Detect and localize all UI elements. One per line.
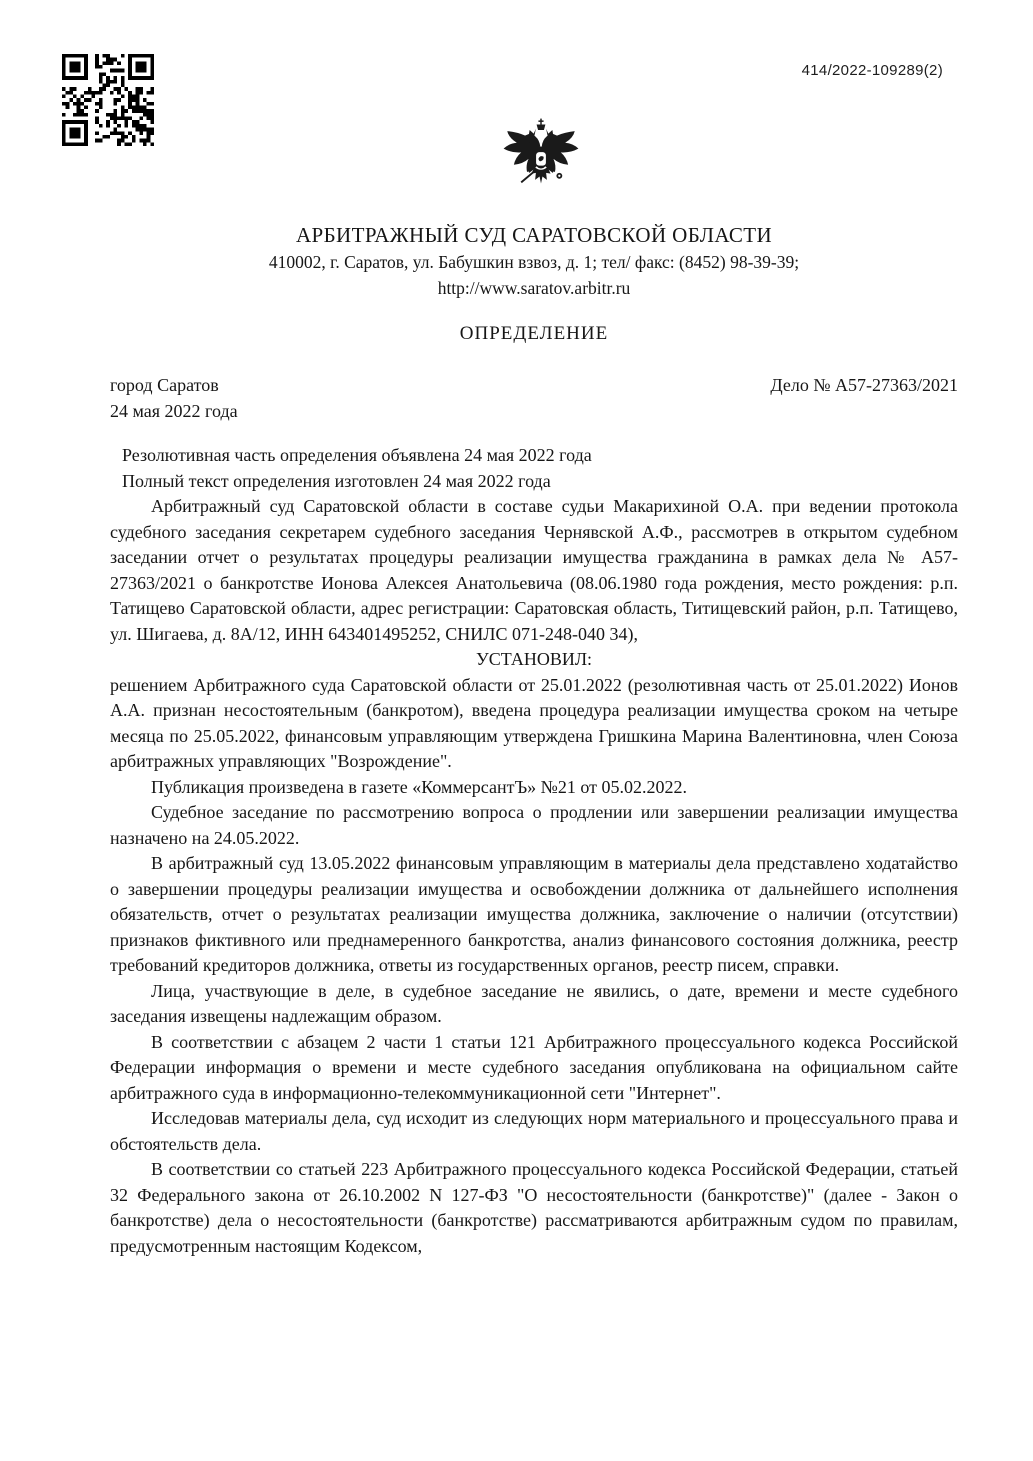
document-registration-number: 414/2022-109289(2) xyxy=(801,62,943,79)
ruling-heading: УСТАНОВИЛ: xyxy=(475,649,593,669)
case-city: город Саратов xyxy=(110,375,219,395)
intro-line-announced: Резолютивная часть определения объявлена 24 мая 2022 года xyxy=(122,445,592,465)
court-name: АРБИТРАЖНЫЙ СУД САРАТОВСКОЙ ОБЛАСТИ xyxy=(295,223,773,247)
russia-coat-of-arms-icon xyxy=(497,112,585,200)
preamble-paragraph: Арбитражный суд Саратовской области в составе судьи Макарихиной О.А. при ведении протокола судебного заседания секретарем судебного заседания Чернявской А.Ф., рассмотрев в открытом судебном заседании отчет о результатах процедуры реализации имущества гражданина в рамках дела № А57-27363/2021 о банкротстве Ионова Алексея Анатольевича (08.06.1980 года рождения, место рождения: р.п. Татищево Саратовской области, адрес регистрации: Саратовская область, Титищевский район, р.п. Татищево, ул. Шигаева, д. 8А/12, ИНН 643401495252, СНИЛС 071-248-040 34), xyxy=(110,496,958,644)
court-address: 410002, г. Саратов, ул. Бабушкин взвоз, д. 1; тел/ факс: (8452) 98-39-39; xyxy=(268,252,800,272)
intro-line-full-text: Полный текст определения изготовлен 24 мая 2022 года xyxy=(122,470,551,491)
body-paragraph: Исследовав материалы дела, суд исходит из следующих норм материального и процессуального права и обстоятельств дела. xyxy=(110,1108,958,1154)
body-paragraph: В соответствии со статьей 223 Арбитражного процессуального кодекса Российской Федерации, статьей 32 Федерального закона от 26.10.2002 N 127-ФЗ "О несостоятельности (банкротстве)" (далее - Закон о банкротстве) дела о несостоятельности (банкротстве) рассматриваются арбитражным судом по правилам, предусмотренным настоящим Кодексом, xyxy=(110,1159,958,1256)
court-website: http://www.saratov.arbitr.ru xyxy=(437,278,631,298)
case-header-row xyxy=(110,373,958,399)
case-date: 24 мая 2022 года xyxy=(110,400,238,421)
case-number: Дело № А57-27363/2021 xyxy=(770,375,958,395)
body-paragraph: В соответствии с абзацем 2 части 1 статьи 121 Арбитражного процессуального кодекса Российской Федерации информация о времени и месте судебного заседания опубликована на официальном сайте арбитражного суда в информационно-телекоммуникационной сети "Интернет". xyxy=(110,1031,958,1103)
body-paragraphs xyxy=(110,673,958,1260)
body-paragraph: Публикация произведена в газете «КоммерсантЪ» №21 от 05.02.2022. xyxy=(151,776,687,797)
body-paragraph: Судебное заседание по рассмотрению вопроса о продлении или завершении реализации имущества назначено на 24.05.2022. xyxy=(110,802,958,848)
body-paragraph: Лица, участвующие в деле, в судебное заседание не явились, о дате, времени и месте судебного заседания извещены надлежащим образом. xyxy=(110,980,958,1026)
document-title: ОПРЕДЕЛЕНИЕ xyxy=(459,323,609,344)
qr-code-icon xyxy=(62,54,154,146)
document-body xyxy=(110,443,958,1259)
body-paragraph: В арбитражный суд 13.05.2022 финансовым управляющим в материалы дела представлено ходатайство о завершении процедуры реализации имущества и освобождении должника от дальнейшего исполнения обязательств, отчет о результатах реализации имущества должника, заключение о наличии (отсутствии) признаков фиктивного или преднамеренного банкротства, анализ финансового состояния должника, реестр требований кредиторов должника, ответы из государственных органов, реестр писем, справки. xyxy=(110,853,958,975)
body-paragraph: решением Арбитражного суда Саратовской области от 25.01.2022 (резолютивная часть от 25.01.2022) Ионов А.А. признан несостоятельным (банкротом), введена процедура реализации имущества сроком на четыре месяца по 25.05.2022, финансовым управляющим утверждена Гришкина Марина Валентиновна, член Союза арбитражных управляющих "Возрождение". xyxy=(110,674,958,771)
